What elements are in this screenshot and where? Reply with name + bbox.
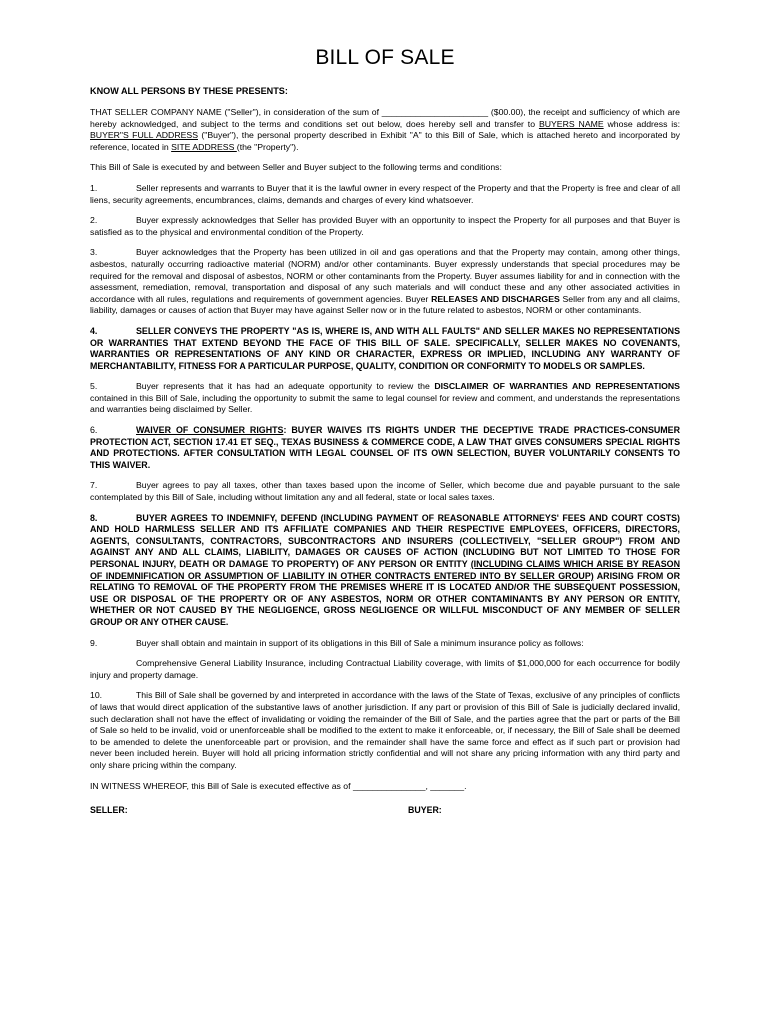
section-3-text-1: Buyer acknowledges that the Property has been utilized in oil and gas operations and that the Property may contain, among other things, asbestos, naturally occurring radioactive material (NORM) and/or other contaminants. Buyer expressly understands that special procedures may be required for the removal and disposal of asbestos, NORM or other contaminants from the Property. Buyer assumes liability for and in connection with the assessment, remediation, removal, transportation and disposal of any such materials and will conduct these and any other associated activities in accordance with all rules, regulations and requirements of government agencies. Buyer — [90, 247, 680, 304]
section-2-text: Buyer expressly acknowledges that Seller has provided Buyer with an opportunity to inspect the Property for all purposes and that Buyer is satisfied as to the physical and environmental condition of the Property. — [90, 215, 680, 237]
section-4-number: 4. — [90, 325, 98, 336]
section-5-bold: DISCLAIMER OF WARRANTIES AND REPRESENTATIONS — [434, 381, 680, 392]
coverage-text: Comprehensive General Liability Insurance, including Contractual Liability coverage, with limits of $1,000,000 for each occurrence for bodily injury and property damage. — [90, 658, 680, 680]
section-4 — [90, 326, 680, 372]
site-address-field: SITE ADDRESS — [171, 141, 237, 152]
section-2-number: 2. — [90, 215, 98, 226]
section-1-text: Seller represents and warrants to Buyer that it is the lawful owner in every respect of the Property and that the Property is free and clear of all liens, security agreements, encumbrances, claims, demands and charges of every kind whatsoever. — [90, 182, 680, 205]
section-3-number: 3. — [90, 247, 98, 258]
section-9 — [90, 638, 680, 650]
section-4-text: SELLER CONVEYS THE PROPERTY "AS IS, WHERE IS, AND WITH ALL FAULTS" AND SELLER MAKES NO REPRESENTATIONS OR WARRANTIES THAT EXTEND BEYOND THE FACE OF THIS BILL OF SALE. SPECIFICALLY, SELLER MAKES NO COVENANTS, WARRANTIES OR REPRESENTATIONS OF ANY KIND OR CHARACTER, EXPRESS OR IMPLIED, INCLUDING ANY WARRANTY OF MERCHANTABILITY, FITNESS FOR A PARTICULAR PURPOSE, QUALITY, CONDITION OR CONFORMITY TO MODELS OR SAMPLES. — [90, 325, 680, 371]
section-10 — [90, 690, 680, 771]
section-8-text-1: BUYER AGREES TO INDEMNIFY, DEFEND (INCLUDING PAYMENT OF REASONABLE ATTORNEYS' FEES AND COURT COSTS) AND HOLD HARMLESS SELLER AND ITS AFFILIATE COMPANIES AND THEIR RESPECTIVE EMPLOYEES, OFFICERS, DIRECTORS, AGENTS, CONSULTANTS, CONTRACTORS, SUBCONTRACTORS AND INSURERS (COLLECTIVELY, "SELLER GROUP") FROM AND AGAINST ANY AND ALL CLAIMS, LIABILITY, DAMAGES OR CAUSES OF ACTION (INCLUDING BUT NOT LIMITED TO THOSE FOR PERSONAL INJURY, DEATH OR DAMAGE TO PROPERTY) OF ANY PERSON OR ENTITY — [90, 512, 680, 569]
section-6-text: : BUYER WAIVES ITS RIGHTS UNDER THE DECEPTIVE TRADE PRACTICES-CONSUMER PROTECTION ACT, SECTION 17.41 ET SEQ., TEXAS BUSINESS & COMMERCE CODE, A LAW THAT GIVES CONSUMERS SPECIAL RIGHTS AND PROTECTIONS. AFTER CONSULTATION WITH LEGAL COUNSEL OF ITS OWN SELECTION, BUYER VOLUNTARILY CONSENTS TO THIS WAIVER. — [90, 425, 680, 470]
signature-block — [90, 805, 680, 819]
section-8-text-2: ARISING FROM OR RELATING TO REMOVAL OF THE PROPERTY FROM THE PREMISES WHERE IT IS LOCATED AND/OR THE SUBSEQUENT POSSESSION, USE OR DISPOSAL OF THE PROPERTY OR OF ANY ASBESTOS, NORM OR OTHER CONTAMINANTS BY ANY PERSON OR ENTITY, WHETHER OR NOT CAUSED BY THE NEGLIGENCE, GROSS NEGLIGENCE OR WILLFUL MISCONDUCT OF ANY MEMBER OF SELLER GROUP OR ANY OTHER CAUSE. — [90, 570, 680, 627]
section-8-number: 8. — [90, 512, 98, 523]
section-3-bold: RELEASES AND DISCHARGES — [431, 293, 560, 304]
know-all-heading: KNOW ALL PERSONS BY THESE PRESENTS: — [90, 86, 288, 96]
section-10-number: 10. — [90, 690, 103, 701]
buyer-signature-label: BUYER: — [408, 805, 442, 816]
section-2 — [90, 215, 680, 238]
section-8-underlined: (INCLUDING CLAIMS WHICH ARISE BY REASON OF INDEMNIFICATION OR ASSUMPTION OF LIABILITY IN OTHER CONTRACTS ENTERED INTO BY SELLER GROUP) — [90, 559, 680, 581]
intro-text-1: THAT SELLER COMPANY NAME ("Seller"), in consideration of the sum of ______________________ ($00.00), the receipt and sufficiency of which are hereby acknowledged, and subject to the terms and conditions set out below, does hereby sell and transfer to — [90, 107, 680, 129]
section-7-number: 7. — [90, 480, 98, 491]
intro-paragraph — [90, 107, 680, 153]
section-3-text-2: Seller from any and all claims, liability, damages or causes of action that Buyer may have against Seller now or in the future related to asbestos, NORM or other contaminants. — [90, 293, 680, 316]
section-9-coverage — [90, 658, 680, 681]
section-6-number: 6. — [90, 425, 98, 436]
section-1-number: 1. — [90, 182, 98, 193]
document-title: BILL OF SALE — [315, 46, 455, 69]
witness-line: IN WITNESS WHEREOF, this Bill of Sale is executed effective as of _______________, _______. — [90, 780, 467, 791]
buyer-address-field: BUYER"S FULL ADDRESS — [90, 130, 198, 141]
seller-signature-label: SELLER: — [90, 805, 128, 816]
section-9-text: Buyer shall obtain and maintain in support of its obligations in this Bill of Sale a minimum insurance policy as follows: — [136, 637, 584, 648]
buyer-name-field: BUYERS NAME — [538, 118, 604, 129]
section-1 — [90, 183, 680, 206]
section-7-text: Buyer agrees to pay all taxes, other than taxes based upon the income of Seller, which become due and payable pursuant to the sale contemplated by this Bill of Sale, including without limitation any and all federal, state or local sales taxes. — [90, 480, 680, 503]
intro-text-2: whose address is: — [603, 118, 680, 129]
section-8 — [90, 513, 680, 629]
section-7 — [90, 480, 680, 503]
section-5-text-2: contained in this Bill of Sale, including the opportunity to submit the same to legal counsel for review and comment, and understands the representations and warranties being disclaimed by Seller. — [90, 392, 680, 415]
section-6-underlined: WAIVER OF CONSUMER RIGHTS — [136, 425, 284, 436]
section-10-text: This Bill of Sale shall be governed by and interpreted in accordance with the laws of the State of Texas, exclusive of any principles of conflicts of laws that would direct application of the substantive laws of another jurisdiction. If any part or provision of this Bill of Sale is judicially declared invalid, such declaration shall not have the effect of invalidating or voiding the remainder of the Bill of Sale, and the parties agree that the part or parts of the Bill of Sale so held to be invalid, void or unenforceable shall be modified to the extent to make it enforceable, or, if necessary, the Bill of Sale shall be deemed to be amended to delete the unenforceable part or provision, and the remainder shall have the same force and effect as if such part or provision had never been included herein. Buyer will hold all pricing information strictly confidential and will not share any pricing information with any third party and only share pricing within the company. — [90, 690, 680, 770]
section-6 — [90, 425, 680, 471]
section-5 — [90, 381, 680, 416]
document-page — [90, 46, 680, 819]
intro-text-3: ("Buyer"), the personal property described in Exhibit "A" to this Bill of Sale, which is attached hereto and incorporated by reference, located in — [90, 130, 681, 152]
section-5-text-1: Buyer represents that it has had an adequate opportunity to review the — [136, 381, 435, 392]
section-5-number: 5. — [90, 381, 98, 392]
intro-text-4: (the "Property"). — [236, 141, 299, 152]
section-9-number: 9. — [90, 637, 98, 648]
section-3 — [90, 247, 680, 317]
executed-paragraph: This Bill of Sale is executed by and between Seller and Buyer subject to the following terms and conditions: — [90, 162, 502, 173]
